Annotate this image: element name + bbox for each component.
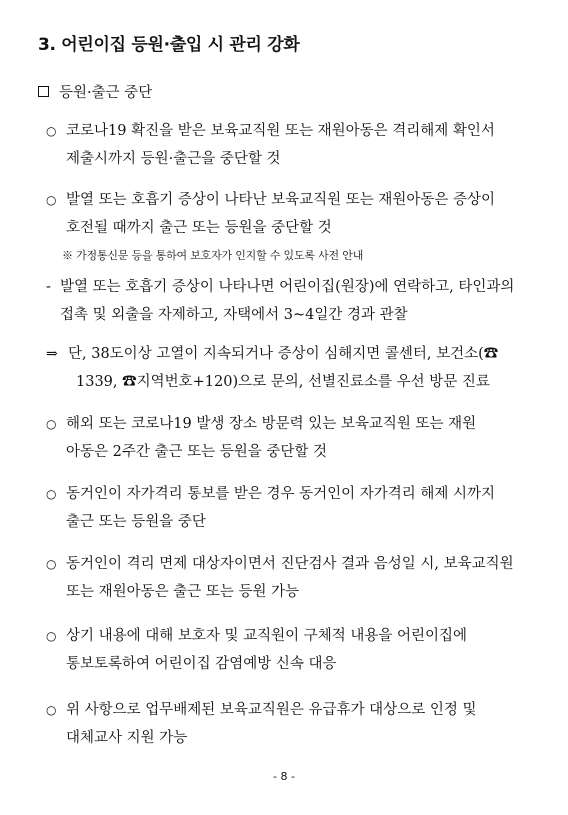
bullet-text-line: 대체교사 지원 가능 — [66, 730, 188, 746]
bullet-text-line: 코로나19 확진을 받은 보육교직원 또는 재원아동은 격리해제 확인서 — [66, 123, 495, 139]
arrow-text-line: 1339, ☎지역번호+120)으로 문의, 선별진료소를 우선 방문 진료 — [76, 374, 490, 390]
bullet-text-line: 제출시까지 등원·출근을 중단할 것 — [66, 151, 281, 167]
subsection-label: 등원·출근 중단 — [59, 85, 153, 101]
circle-bullet-icon: ○ — [46, 487, 57, 501]
circle-bullet-icon: ○ — [46, 124, 57, 138]
reference-note: ※ 가정통신문 등을 통하여 보호자가 인지할 수 있도록 사전 안내 — [62, 249, 364, 262]
bullet-text-line: 발열 또는 호흡기 증상이 나타난 보육교직원 또는 재원아동은 증상이 — [66, 192, 496, 208]
bullet-text-line: 동거인이 격리 면제 대상자이면서 진단검사 결과 음성일 시, 보육교직원 — [66, 556, 514, 572]
circle-bullet-icon: ○ — [46, 629, 57, 643]
dash-bullet-icon: - — [46, 279, 51, 295]
bullet-text-line: 출근 또는 등원을 중단 — [66, 514, 206, 530]
bullet-text-line: 해외 또는 코로나19 발생 장소 방문력 있는 보육교직원 또는 재원 — [66, 416, 477, 432]
double-arrow-icon: ⇒ — [46, 346, 58, 362]
checkbox-square-icon — [38, 86, 49, 97]
circle-bullet-icon: ○ — [46, 193, 57, 207]
circle-bullet-icon: ○ — [46, 417, 57, 431]
bullet-text-line: 통보토록하여 어린이집 감염예방 신속 대응 — [66, 656, 337, 672]
arrow-text-line: 단, 38도이상 고열이 지속되거나 증상이 심해지면 콜센터, 보건소(☎ — [68, 346, 499, 362]
subsection-heading — [38, 81, 152, 102]
bullet-text-line: 위 사항으로 업무배제된 보육교직원은 유급휴가 대상으로 인정 및 — [66, 702, 477, 718]
dash-text-line: 접촉 및 외출을 자제하고, 자택에서 3~4일간 경과 관찰 — [60, 307, 408, 323]
circle-bullet-icon: ○ — [46, 703, 57, 717]
bullet-text-line: 아동은 2주간 출근 또는 등원을 중단할 것 — [66, 444, 327, 460]
circle-bullet-icon: ○ — [46, 557, 57, 571]
bullet-text-line: 또는 재원아동은 출근 또는 등원 가능 — [66, 584, 300, 600]
bullet-text-line: 호전될 때까지 출근 또는 등원을 중단할 것 — [66, 220, 332, 236]
dash-text-line: 발열 또는 호흡기 증상이 나타나면 어린이집(원장)에 연락하고, 타인과의 — [60, 279, 515, 295]
section-title: 3. 어린이집 등원·출입 시 관리 강화 — [38, 35, 300, 55]
bullet-text-line: 동거인이 자가격리 통보를 받은 경우 동거인이 자가격리 해제 시까지 — [66, 486, 496, 502]
page-number: - 8 - — [273, 770, 295, 783]
bullet-text-line: 상기 내용에 대해 보호자 및 교직원이 구체적 내용을 어린이집에 — [66, 628, 468, 644]
